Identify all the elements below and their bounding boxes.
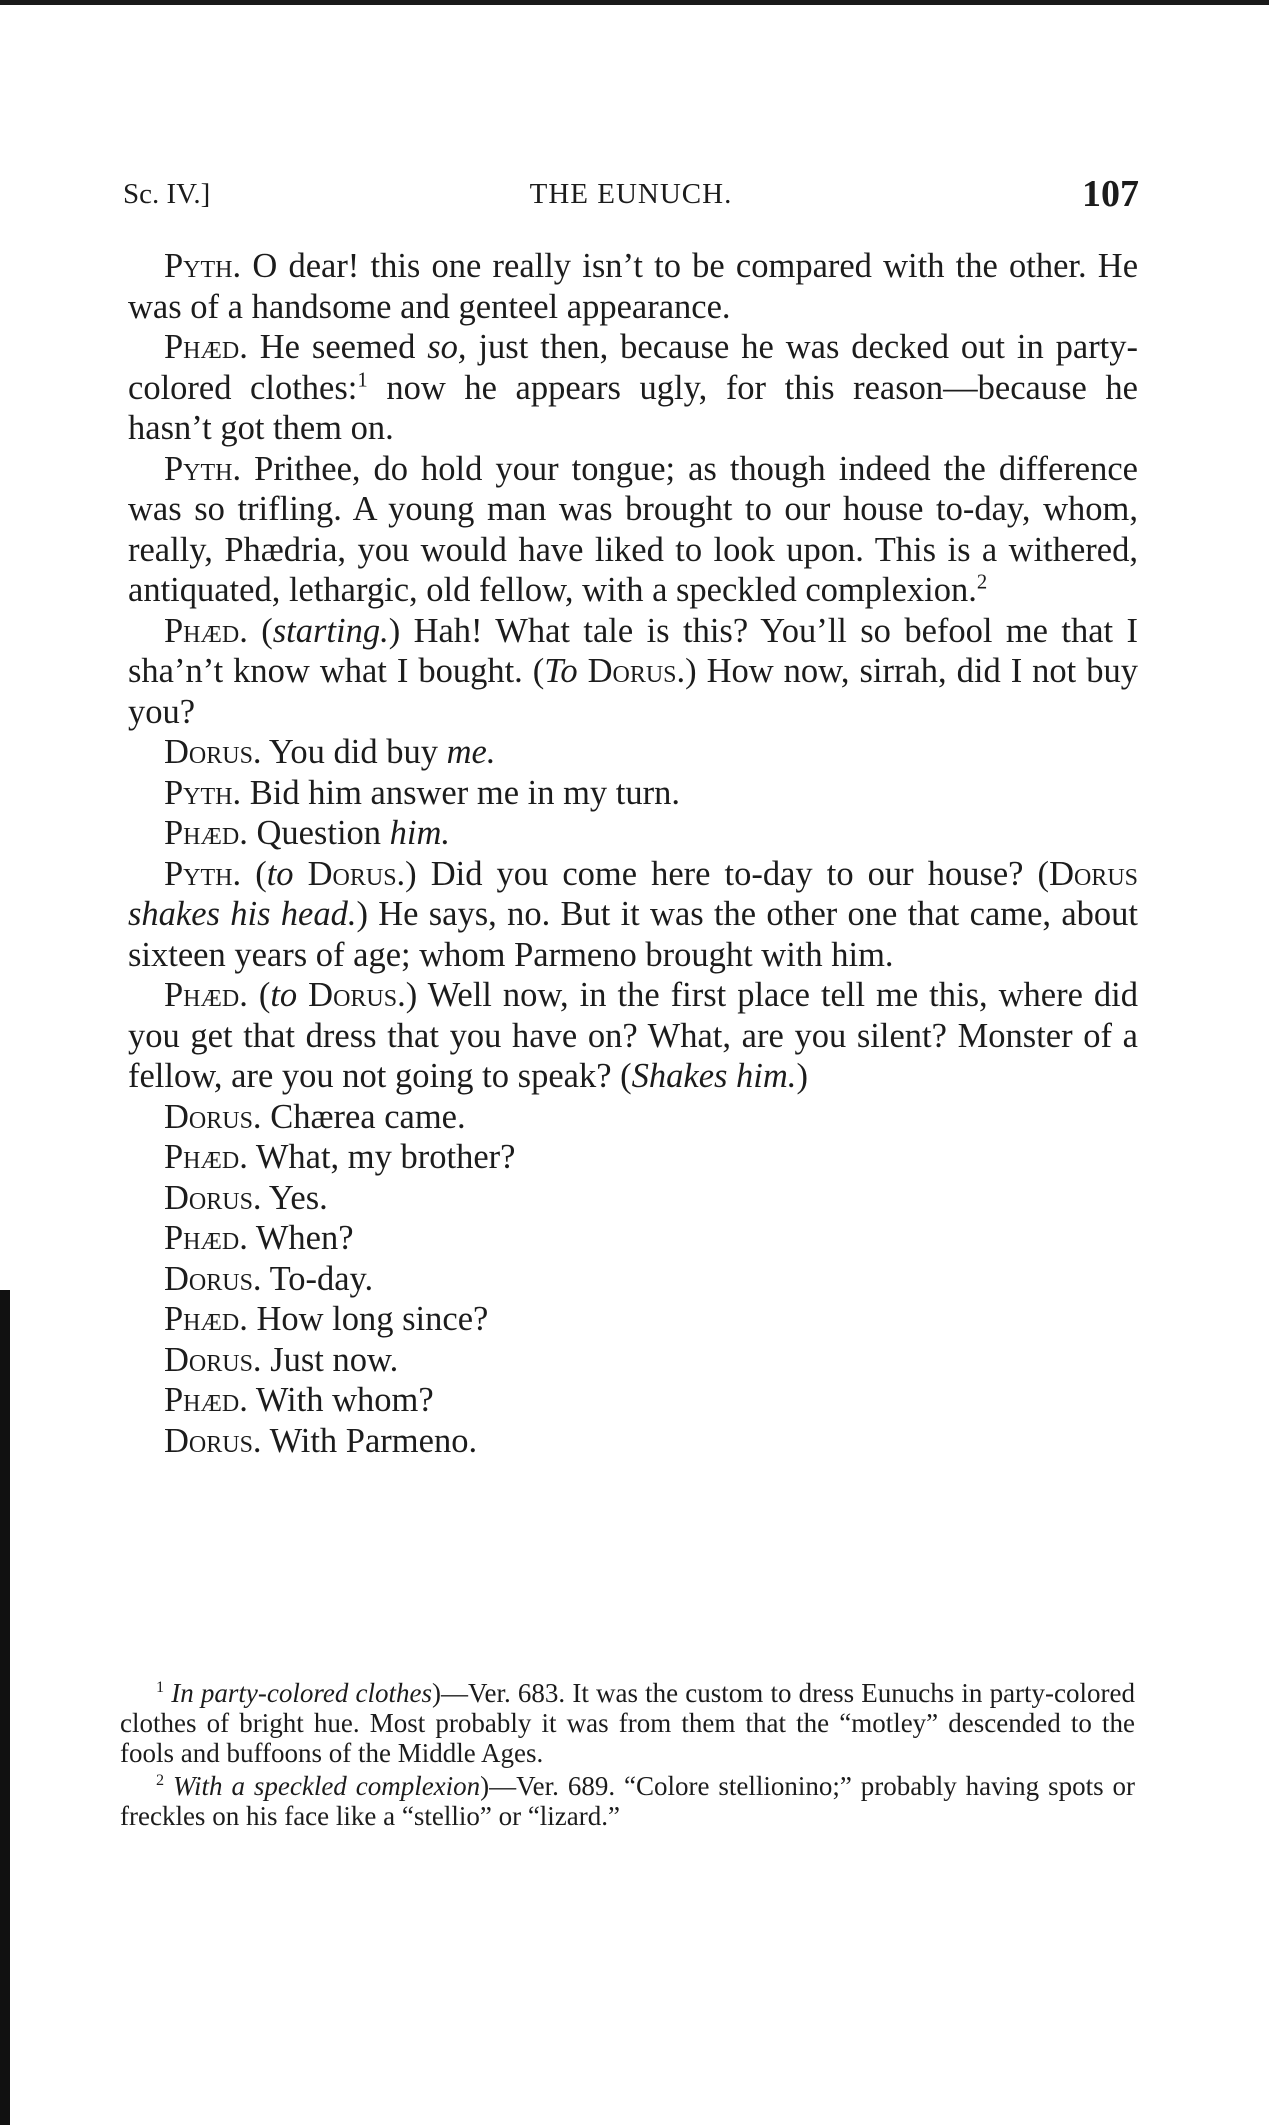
footnote-marker: 1 [357, 369, 368, 391]
speaker-name: Phæd. [164, 976, 248, 1014]
text-run: just then, because he was decked out in party-colored clothes: [128, 328, 1139, 407]
character-name: Dorus. [587, 652, 686, 690]
text-run: now he appears ugly, for this reason—because he hasn’t got them on. [128, 368, 1138, 447]
text-run [164, 1771, 173, 1801]
text-run: He seemed [259, 328, 428, 366]
dialogue-paragraph [128, 246, 1138, 327]
dialogue-paragraph [128, 732, 1138, 773]
text-run [297, 976, 308, 1014]
scene-reference: Sc. IV.] [123, 178, 211, 210]
italic-text: to [266, 854, 294, 893]
italic-text: shakes his head. [128, 895, 357, 933]
dialogue-paragraph [128, 1380, 1138, 1421]
text-run [294, 855, 308, 893]
italic-text: With a speckled complexion [173, 1771, 481, 1801]
dialogue-paragraph [128, 975, 1138, 1097]
text-run [578, 652, 588, 690]
text-run: Yes. [268, 1178, 328, 1217]
dialogue-paragraph [128, 1218, 1138, 1259]
speaker-name: Dorus. [164, 1178, 262, 1217]
text-run: Chærea came. [270, 1097, 466, 1136]
text-run: ( [255, 854, 267, 893]
left-page-shadow [0, 1290, 10, 2125]
footnote [120, 1771, 1135, 1831]
text-run: ) He says, no. But it was the other one that came, about sixteen years of age; whom Parmeno brought with him. [128, 895, 1138, 974]
text-run: O dear! this one really isn’t to be compared with the other. He was of a handsome and genteel appearance. [128, 247, 1139, 326]
dialogue-paragraph [128, 1259, 1138, 1300]
running-header [123, 172, 1139, 222]
top-page-edge [0, 0, 1269, 5]
running-title: THE EUNUCH. [529, 178, 733, 210]
text-run: Just now. [270, 1340, 399, 1379]
speaker-name: Phæd. [164, 611, 248, 650]
italic-text: Shakes him. [631, 1057, 797, 1095]
text-run: What, my brother? [255, 1138, 516, 1176]
italic-text: To [544, 652, 578, 690]
dialogue-paragraph [128, 449, 1138, 611]
speaker-name: Dorus. [164, 1340, 262, 1379]
speaker-name: Pyth. [164, 773, 242, 812]
dialogue-paragraph [128, 1340, 1138, 1381]
speaker-name: Dorus. [164, 733, 262, 771]
character-name: Dorus. [307, 854, 406, 893]
page-number: 107 [1082, 173, 1139, 215]
text-run: To-day. [269, 1259, 374, 1298]
text-run: Question [256, 814, 390, 852]
dialogue-paragraph [128, 1097, 1138, 1138]
dialogue-paragraph [128, 611, 1138, 733]
text-run: ) Did you come here to-day to our house? ( [405, 854, 1050, 893]
dialogue-body [128, 246, 1138, 1461]
italic-text: to [270, 976, 298, 1014]
speaker-name: Dorus. [164, 1421, 262, 1460]
italic-text: him. [389, 814, 451, 852]
text-run: ) [796, 1057, 808, 1095]
character-name: Dorus. [308, 976, 406, 1014]
speaker-name: Dorus. [164, 1259, 262, 1298]
text-run: )—Ver. 689. “Colore stellionino;” probably having spots or freckles on his face like a “stellio” or “lizard.” [120, 1771, 1135, 1831]
dialogue-paragraph [128, 1299, 1138, 1340]
footnote [120, 1678, 1135, 1768]
text-run: When? [255, 1219, 354, 1257]
footnote-marker: 2 [156, 1771, 165, 1789]
italic-text: so, [427, 328, 467, 366]
text-run: )—Ver. 683. It was the custom to dress Eunuchs in party-colored clothes of bright hue. Most probably it was from them that the “motley” descended to the fools and buffoons of the Middle Ages. [120, 1678, 1136, 1768]
text-run: ) How now, sirrah, did I not buy you? [128, 652, 1139, 731]
speaker-name: Phæd. [164, 1300, 248, 1338]
italic-text: starting. [272, 611, 389, 650]
footnote-marker: 1 [156, 1678, 165, 1696]
footnote-marker: 2 [976, 571, 988, 594]
text-run: ) Hah! What tale is this? You’ll so befool me that I sha’n’t know what I bought. ( [128, 611, 1138, 690]
speaker-name: Phæd. [164, 1381, 248, 1419]
text-run: How long since? [256, 1300, 489, 1338]
italic-text: In party-colored clothes [171, 1678, 433, 1708]
text-run: With Parmeno. [269, 1421, 478, 1460]
speaker-name: Phæd. [164, 814, 248, 852]
dialogue-paragraph [128, 1137, 1138, 1178]
text-run: ) Well now, in the first place tell me this, where did you get that dress that you have on? What, are you silent? Monster of a fellow, are you not going to speak? ( [128, 976, 1138, 1095]
speaker-name: Phæd. [164, 328, 248, 366]
speaker-name: Dorus. [164, 1097, 262, 1136]
dialogue-paragraph [128, 813, 1138, 854]
footnotes [120, 1678, 1135, 1834]
dialogue-paragraph [128, 327, 1138, 449]
italic-text: me. [446, 733, 496, 771]
speaker-name: Pyth. [164, 449, 242, 488]
speaker-name: Phæd. [164, 1219, 248, 1257]
dialogue-paragraph [128, 1178, 1138, 1219]
text-run: You did buy [268, 733, 447, 771]
dialogue-paragraph [128, 854, 1138, 976]
text-run: With whom? [255, 1381, 434, 1419]
text-run: ( [261, 611, 273, 650]
speaker-name: Pyth. [164, 247, 242, 285]
character-name: Dorus [1049, 854, 1138, 893]
speaker-name: Pyth. [164, 854, 242, 893]
text-run: ( [258, 976, 271, 1014]
dialogue-paragraph [128, 773, 1138, 814]
speaker-name: Phæd. [164, 1138, 248, 1176]
dialogue-paragraph [128, 1421, 1138, 1462]
text-run: Bid him answer me in my turn. [249, 773, 681, 812]
text-run: Prithee, do hold your tongue; as though indeed the difference was so trifling. A young man was brought to our house to-day, whom, really, Phædria, you would have liked to look upon. This is a withered, antiquated, lethargic, old fellow, with a speckled complexion. [128, 449, 1138, 609]
